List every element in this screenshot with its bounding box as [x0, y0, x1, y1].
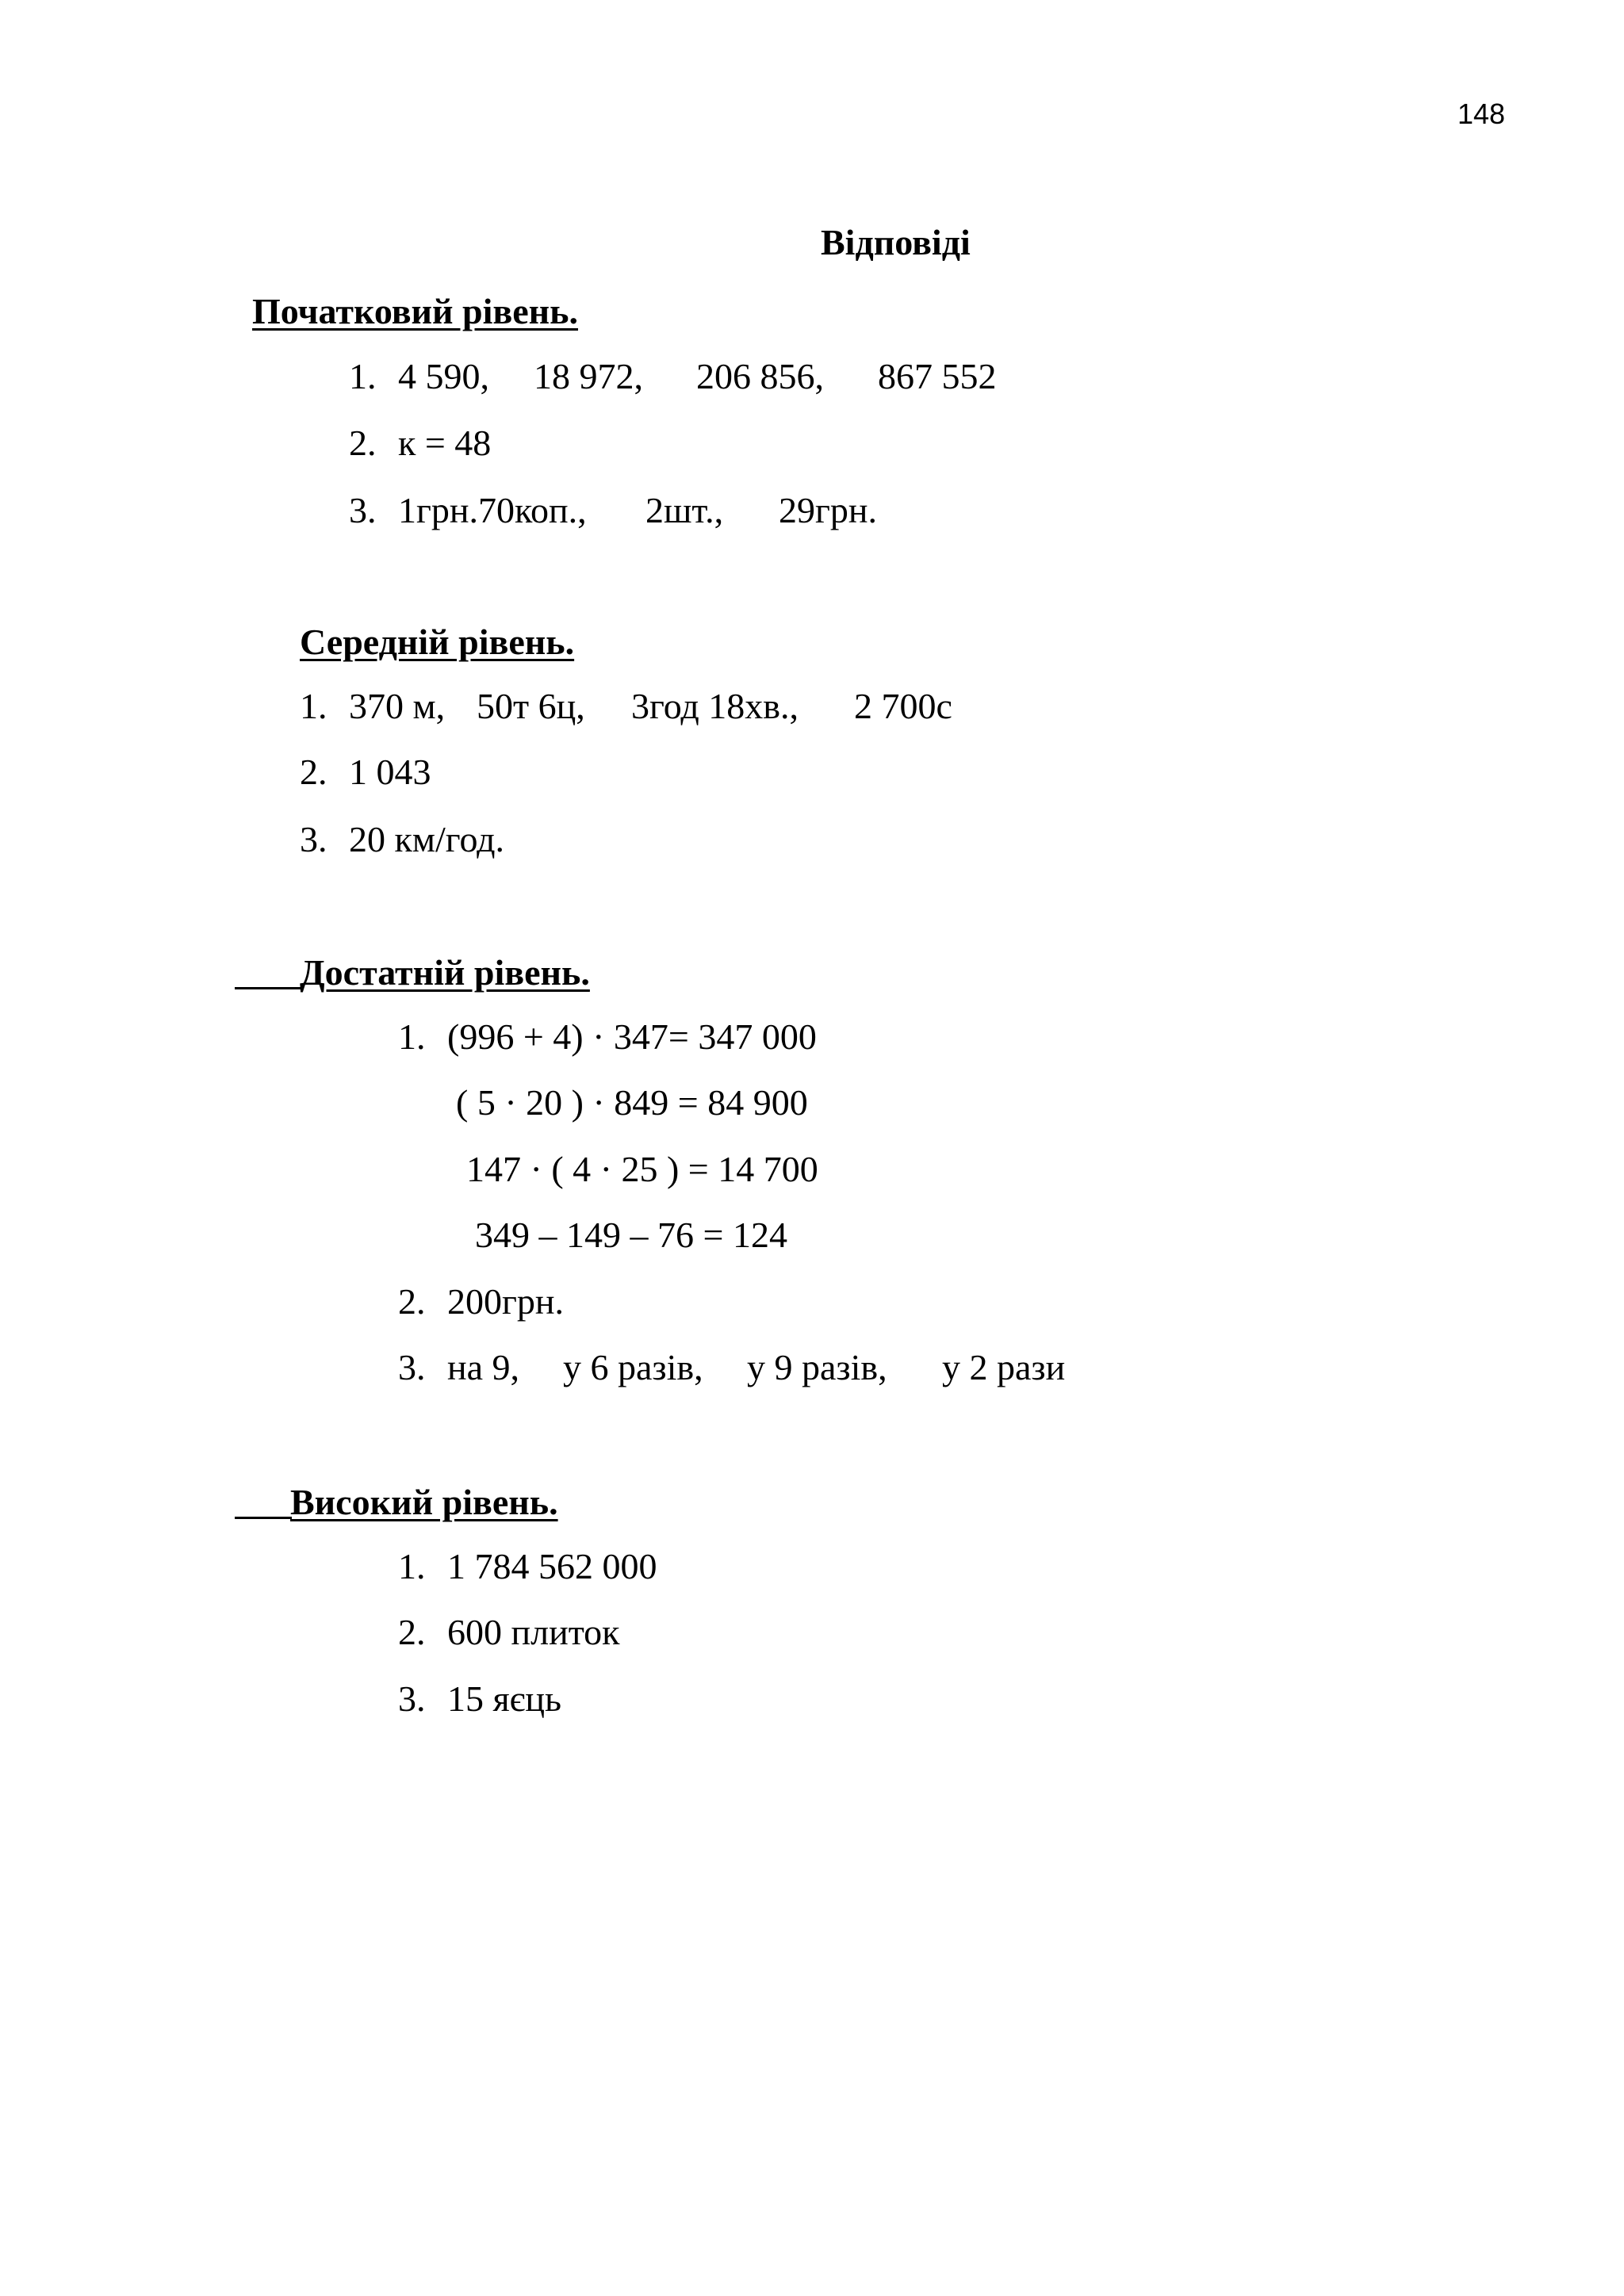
answer-text: 1грн.70коп., [398, 490, 587, 530]
heading-leader-rule [235, 1517, 292, 1519]
answer-text: 3год 18хв., [631, 686, 799, 726]
answer-text: 4 590, [398, 356, 489, 396]
list-number: 3. [398, 1678, 426, 1719]
equation-text: ( 5 · 20 ) · 849 = 84 900 [456, 1082, 808, 1123]
list-number: 2. [349, 423, 377, 463]
section-heading-beginner: Початковий рівень. [252, 291, 578, 331]
answer-text: 29грн. [779, 490, 877, 530]
answer-text: 2шт., [645, 490, 724, 530]
answer-text: 2 700с [854, 686, 952, 726]
page-title: Відповіді [821, 222, 971, 262]
answer-text: на 9, [447, 1347, 520, 1387]
answer-text: у 2 рази [942, 1347, 1066, 1387]
list-number: 2. [398, 1281, 426, 1322]
answer-text: 1 043 [349, 752, 431, 792]
equation-text: 147 · ( 4 · 25 ) = 14 700 [466, 1149, 818, 1189]
section-heading-advanced: Високий рівень. [290, 1482, 558, 1522]
list-number: 1. [398, 1016, 426, 1057]
answer-text: 200грн. [447, 1281, 564, 1322]
answer-text: 50т 6ц, [477, 686, 585, 726]
answer-text: к = 48 [398, 423, 492, 463]
answer-text: 18 972, [534, 356, 643, 396]
answer-text: 20 км/год. [349, 819, 505, 859]
equation-text: (996 + 4) · 347= 347 000 [447, 1016, 817, 1057]
answer-text: 370 м, [349, 686, 446, 726]
list-number: 3. [349, 490, 377, 530]
answer-text: 206 856, [696, 356, 824, 396]
answer-text: 1 784 562 000 [447, 1546, 657, 1586]
section-heading-intermediate: Середній рівень. [300, 622, 575, 662]
heading-leader-rule [235, 987, 301, 989]
answer-text: 867 552 [878, 356, 997, 396]
equation-text: 349 – 149 – 76 = 124 [475, 1215, 787, 1255]
page-number: 148 [1457, 98, 1506, 130]
answer-text: у 6 разів, [563, 1347, 703, 1387]
list-number: 3. [398, 1347, 426, 1387]
answer-text: 600 плиток [447, 1612, 620, 1652]
list-number: 1. [300, 686, 327, 726]
answer-text: 15 яєць [447, 1678, 561, 1719]
answer-text: у 9 разів, [747, 1347, 887, 1387]
section-heading-sufficient: Достатній рівень. [300, 952, 590, 993]
list-number: 1. [398, 1546, 426, 1586]
list-number: 2. [300, 752, 327, 792]
list-number: 2. [398, 1612, 426, 1652]
list-number: 1. [349, 356, 377, 396]
list-number: 3. [300, 819, 327, 859]
